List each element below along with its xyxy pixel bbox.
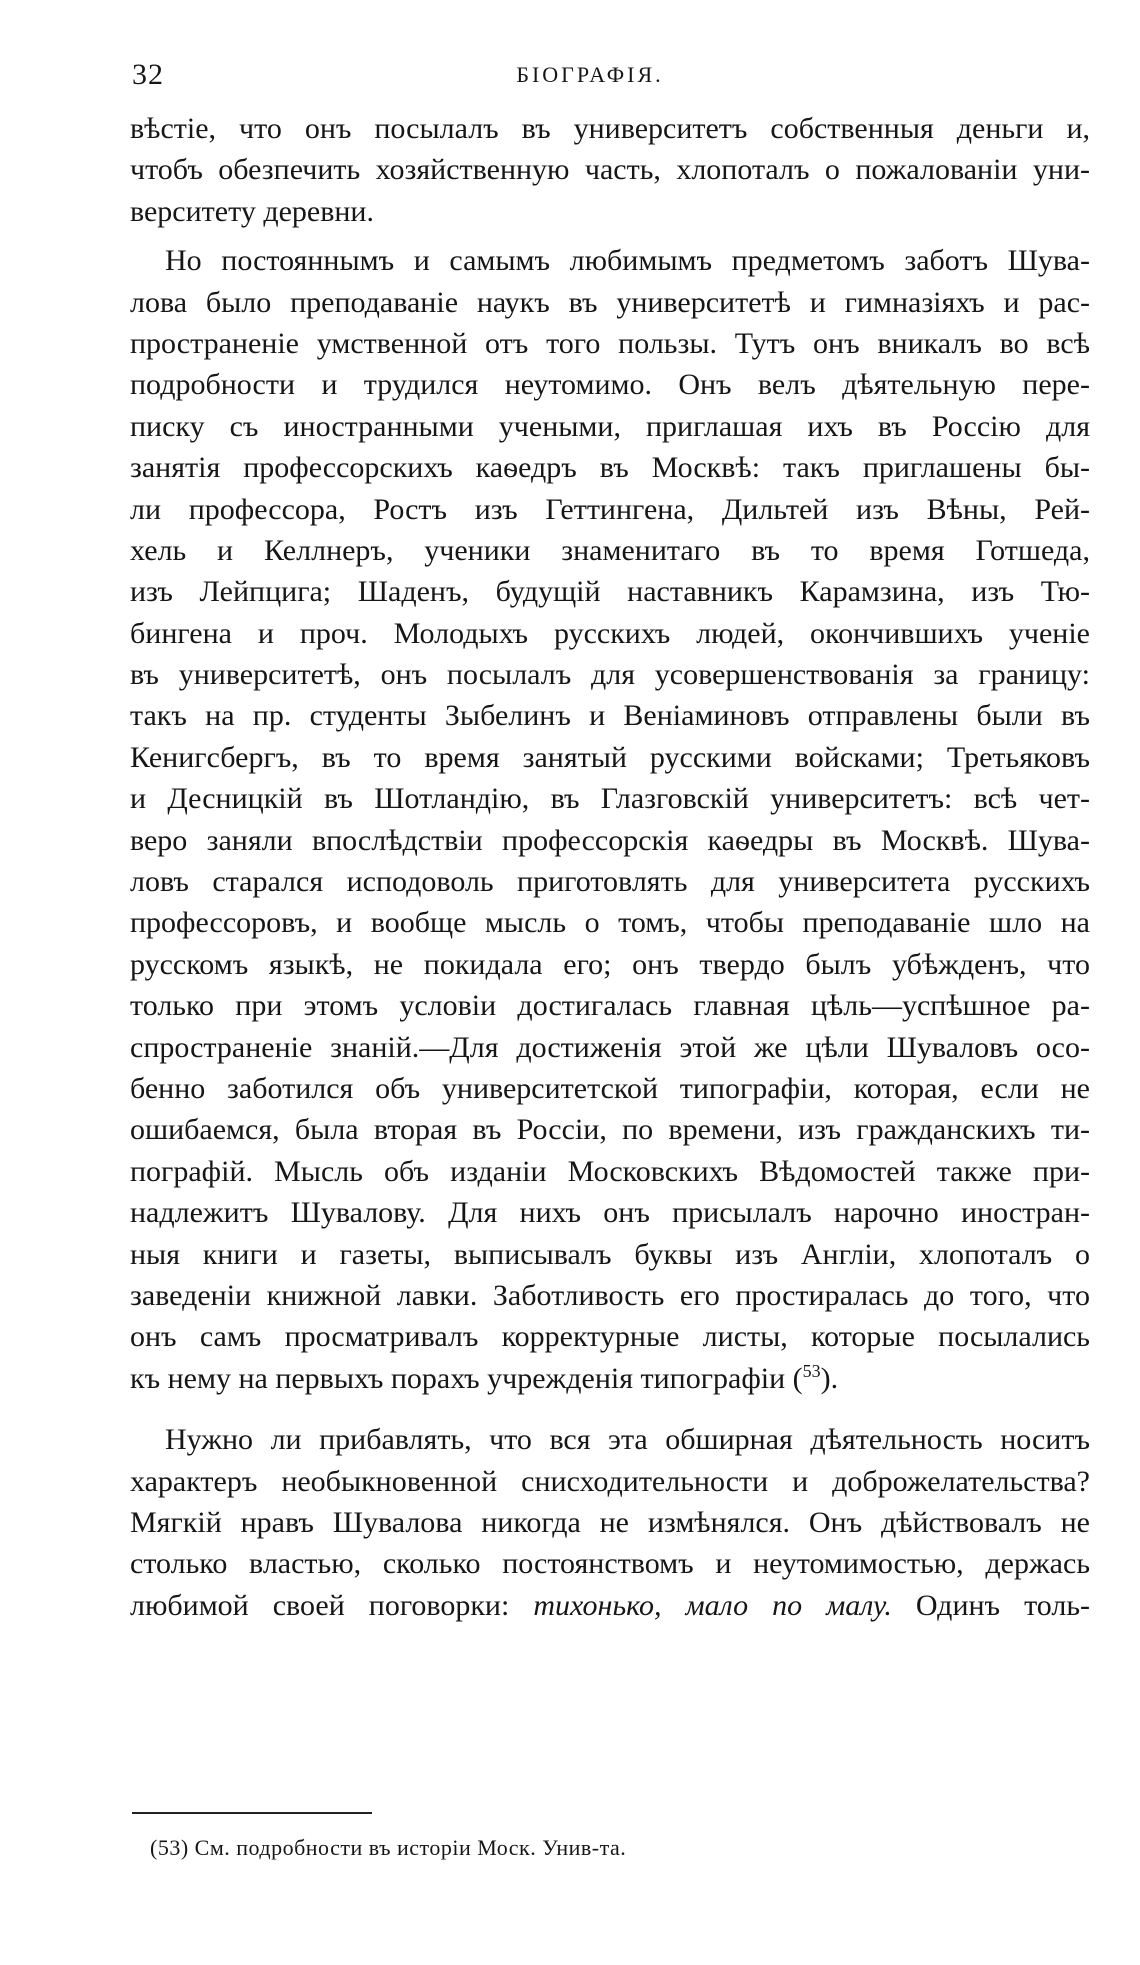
text-line: заведеніи книжной лавки. Заботливость его простиралась до того, что	[130, 1278, 1090, 1312]
body-text	[130, 108, 1090, 1626]
text-line: вѣстіе, что онъ посылалъ въ университетъ собственныя деньги и,	[130, 112, 1090, 145]
text-line: ныя книги и газеты, выписывалъ буквы изъ Англіи, хлопоталъ о	[130, 1237, 1090, 1271]
text-line: ли профессора, Ростъ изъ Геттингена, Дильтей изъ Вѣны, Рей-	[130, 492, 1090, 526]
text-line: такъ на пр. студенты Зыбелинъ и Веніаминовъ отправлены были въ	[130, 699, 1090, 733]
text-line: бингена и проч. Молодыхъ русскихъ людей, окончившихъ ученіе	[130, 616, 1090, 650]
text-line: характеръ необыкновенной снисходительности и доброжелательства?	[130, 1464, 1090, 1498]
text-line: надлежитъ Шувалову. Для нихъ онъ присылалъ нарочно иностран-	[130, 1196, 1090, 1230]
text-line: Нужно ли прибавлять, что вся эта обширная дѣятельность носитъ	[165, 1423, 1090, 1457]
text-line: и Десницкій въ Шотландію, въ Глазговскій университетъ: всѣ чет-	[130, 782, 1090, 816]
text-line: лова было преподаваніе наукъ въ университетѣ и гимназіяхъ и рас-	[130, 285, 1090, 319]
text-line: бенно заботился объ университетской типографіи, которая, если не	[130, 1071, 1090, 1105]
line-end: ).	[820, 1361, 839, 1395]
text-line: профессоровъ, и вообще мысль о томъ, чтобы преподаваніе шло на	[130, 906, 1090, 940]
footnote-divider	[132, 1812, 372, 1814]
text-line: столько властью, сколько постоянствомъ и неутомимостью, держась	[130, 1547, 1090, 1581]
text-line: пографій. Мысль объ изданіи Московскихъ Вѣдомостей также при-	[130, 1154, 1090, 1188]
page-number: 32	[132, 58, 164, 91]
text-line: Кенигсбергъ, въ то время занятый русскими войсками; Третьяковъ	[130, 740, 1090, 774]
text-line: ловъ старался исподоволь приготовлять для университета русскихъ	[130, 865, 1090, 899]
line-text: любимой своей поговорки:	[130, 1588, 510, 1622]
text-line: онъ самъ просматривалъ корректурные листы, которые посылались	[130, 1320, 1090, 1354]
text-line: писку съ иностранными учеными, приглашая ихъ въ Россію для	[130, 409, 1090, 443]
footnote-reference[interactable]: 53	[802, 1360, 821, 1381]
text-line: только при этомъ условіи достигалась главная цѣль—успѣшное ра-	[130, 989, 1090, 1023]
text-line: верситету деревни.	[130, 194, 374, 228]
text-line: подробности и трудился неутомимо. Онъ велъ дѣятельную пере-	[130, 368, 1090, 402]
footnote: (53) См. подробности въ исторіи Моск. Унив-та.	[150, 1835, 627, 1860]
paragraph-2	[130, 240, 1090, 1399]
text-line: въ университетѣ, онъ посылалъ для усовершенствованія за границу:	[130, 658, 1090, 692]
text-line: Но постояннымъ и самымъ любимымъ предметомъ заботъ Шува-	[165, 244, 1090, 278]
text-line: пространеніе умственной отъ того пользы. Тутъ онъ вникалъ во всѣ	[130, 326, 1090, 360]
paragraph-3	[130, 1419, 1090, 1626]
line-text: Одинъ толь-	[915, 1588, 1091, 1622]
italic-phrase: мало по малу.	[685, 1588, 892, 1622]
text-line: русскомъ языкѣ, не покидала его; онъ твердо былъ убѣжденъ, что	[130, 947, 1090, 981]
text-line: чтобъ обезпечить хозяйственную часть, хлопоталъ о пожалованіи уни-	[130, 153, 1090, 187]
paragraph-1	[130, 108, 1090, 232]
text-line	[130, 1358, 1090, 1399]
text-line: спространеніе знаній.—Для достиженія этой же цѣли Шуваловъ осо-	[130, 1030, 1090, 1064]
italic-phrase: тихонько,	[533, 1588, 662, 1622]
text-line: ошибаемся, была вторая въ Россіи, по времени, изъ гражданскихъ ти-	[130, 1113, 1090, 1147]
text-line: хель и Келлнеръ, ученики знаменитаго въ то время Готшеда,	[130, 533, 1090, 567]
text-line	[130, 1585, 1090, 1626]
line-text: къ нему на первыхъ порахъ учрежденія типографіи (	[130, 1361, 803, 1395]
text-line: занятія профессорскихъ каѳедръ въ Москвѣ: такъ приглашены бы-	[130, 451, 1090, 485]
text-line: Мягкій нравъ Шувалова никогда не измѣнялся. Онъ дѣйствовалъ не	[130, 1505, 1090, 1539]
running-head: БІОГРАФІЯ.	[516, 62, 664, 87]
text-line: изъ Лейпцига; Шаденъ, будущій наставникъ Карамзина, изъ Тю-	[130, 575, 1090, 609]
text-line: веро заняли впослѣдствіи профессорскія каѳедры въ Москвѣ. Шува-	[130, 823, 1090, 857]
